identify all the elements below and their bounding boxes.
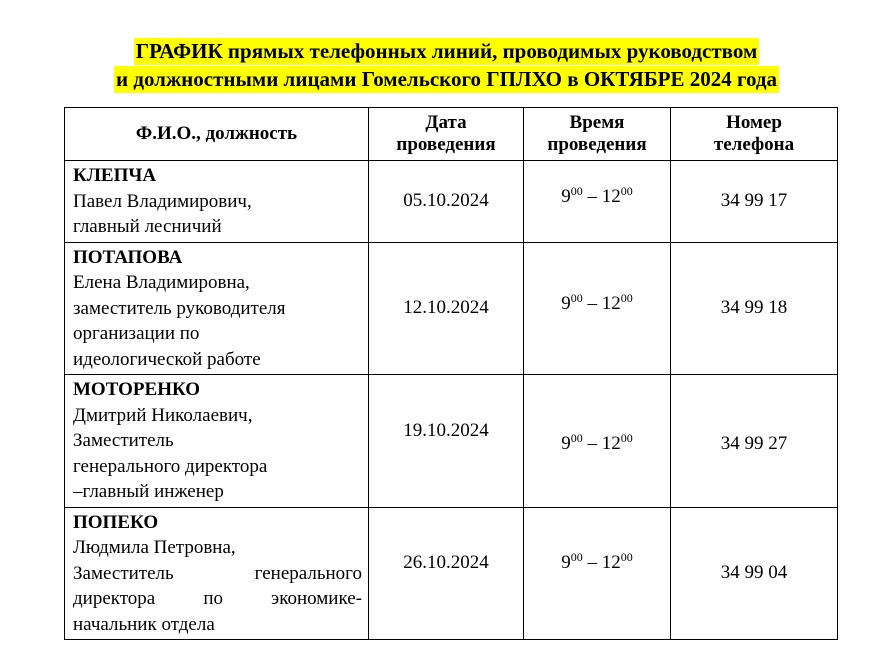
- person-line: организации по: [73, 323, 200, 344]
- person-line: Елена Владимировна,: [73, 272, 250, 293]
- person-line: –главный инженер: [73, 481, 224, 502]
- time-cell: $9^{00} - 12^{00}$: [524, 375, 671, 508]
- person-surname: МОТОРЕНКО: [73, 379, 201, 400]
- table-row: [65, 375, 838, 508]
- time-cell: $9^{00} - 12^{00}$: [524, 242, 671, 375]
- phone-cell: 34 99 27: [671, 375, 838, 508]
- person-cell: [65, 242, 369, 375]
- date-cell: 05.10.2024: [369, 161, 524, 243]
- person-line: Дмитрий Николаевич,: [73, 404, 253, 426]
- table-row: [65, 507, 838, 640]
- schedule-table: [64, 107, 838, 640]
- header-phone: Номер телефона: [671, 108, 838, 161]
- person-line: генерального директора: [73, 455, 268, 477]
- person-line: Павел Владимирович,: [73, 190, 252, 212]
- person-cell: [65, 507, 369, 640]
- person-line: директора по экономике-: [73, 588, 362, 609]
- header-time: Время проведения: [524, 108, 671, 161]
- person-cell: [65, 161, 369, 243]
- date-cell: 19.10.2024: [369, 375, 524, 508]
- table-row: [65, 242, 838, 375]
- person-cell: [65, 375, 369, 508]
- table-header-row: [65, 108, 838, 161]
- time-cell: $9^{00} - 12^{00}$: [524, 507, 671, 640]
- person-line: Заместитель: [73, 430, 174, 451]
- phone-cell: 34 99 17: [671, 161, 838, 243]
- title-line-1: ГРАФИК прямых телефонных линий, проводимых руководством: [135, 39, 758, 63]
- person-line: начальник отдела: [73, 613, 215, 635]
- person-line: идеологической работе: [73, 348, 261, 370]
- person-surname: ПОПЕКО: [73, 511, 159, 533]
- person-line: Людмила Петровна,: [73, 537, 236, 558]
- title-line-2: и должностными лицами Гомельского ГПЛХО в ОКТЯБРЕ 2024 года: [115, 67, 778, 91]
- table-row: [65, 161, 838, 243]
- person-surname: ПОТАПОВА: [73, 246, 183, 268]
- person-line: главный лесничий: [73, 216, 222, 237]
- time-cell: $9^{00} - 12^{00}$: [524, 161, 671, 243]
- header-date: Дата проведения: [369, 108, 524, 161]
- person-line: Заместитель генерального: [73, 562, 362, 584]
- header-name: Ф.И.О., должность: [65, 108, 369, 161]
- date-cell: 12.10.2024: [369, 242, 524, 375]
- document-title: [0, 38, 893, 93]
- date-cell: 26.10.2024: [369, 507, 524, 640]
- phone-cell: 34 99 18: [671, 242, 838, 375]
- person-line: заместитель руководителя: [73, 297, 286, 319]
- person-surname: КЛЕПЧА: [73, 165, 157, 186]
- phone-cell: 34 99 04: [671, 507, 838, 640]
